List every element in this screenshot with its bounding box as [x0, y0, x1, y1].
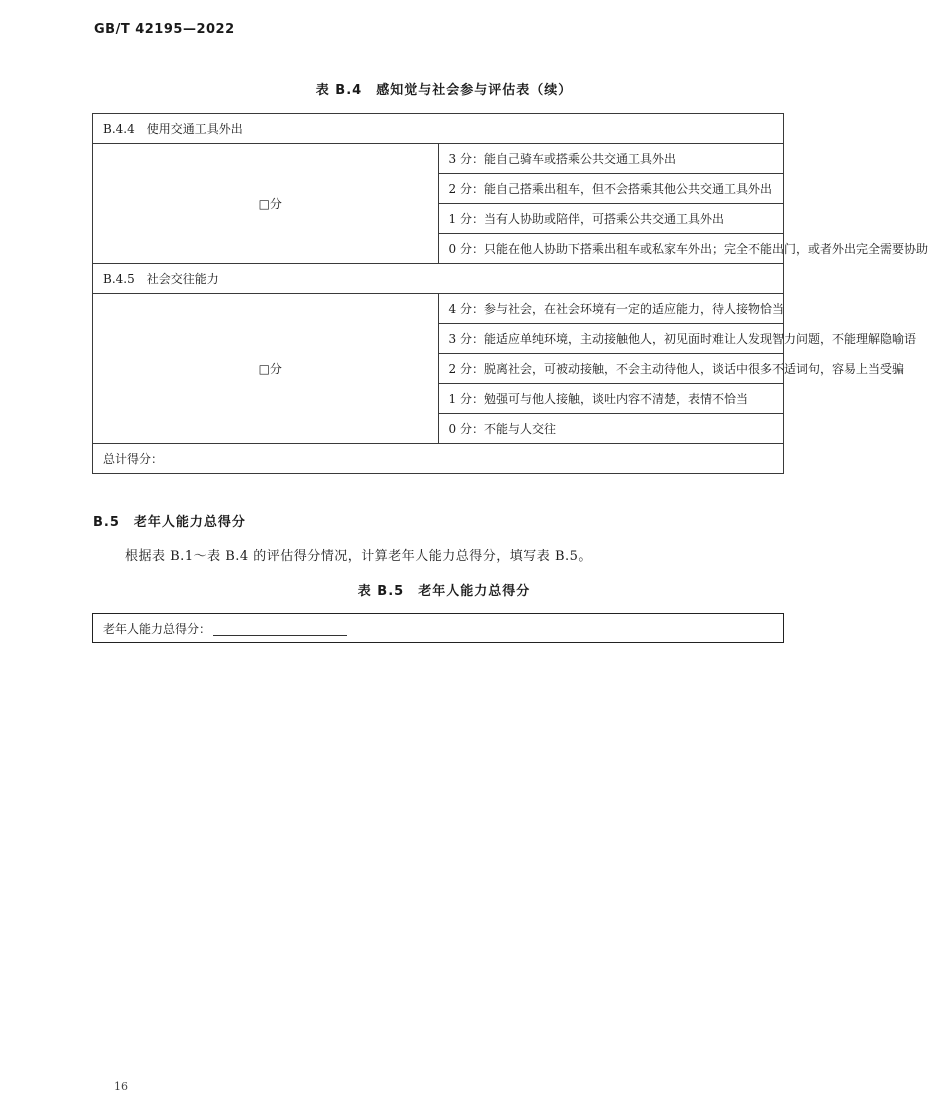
- option-text: 0 分：不能与人交往: [438, 414, 784, 444]
- option-text: 3 分：能适应单纯环境，主动接触他人，初见面时难让人发现智力问题，不能理解隐喻语: [438, 324, 784, 354]
- page-number: 16: [114, 1080, 128, 1093]
- item-title: 社会交往能力: [146, 272, 219, 286]
- section-b5-body: 根据表 B.1～表 B.4 的评估得分情况，计算老年人能力总得分，填写表 B.5。: [125, 549, 592, 564]
- option-text: 2 分：能自己搭乘出租车，但不会搭乘其他公共交通工具外出: [438, 174, 784, 204]
- standard-number: GB/T 42195—2022: [94, 22, 235, 37]
- table-b4-caption: 表 B.4 感知觉与社会参与评估表（续）: [315, 83, 573, 98]
- section-header-row: [93, 114, 784, 144]
- total-row: [93, 444, 784, 474]
- item-code: B.4.5: [103, 272, 135, 286]
- total-ability-score-blank[interactable]: [213, 621, 347, 636]
- score-box[interactable]: [93, 144, 439, 264]
- section-header: [93, 114, 784, 144]
- total-score-field[interactable]: 总计得分：: [93, 444, 784, 474]
- section-title: 老年人能力总得分: [133, 515, 246, 530]
- option-text: 4 分：参与社会，在社会环境有一定的适应能力，待人接物恰当: [438, 294, 784, 324]
- option-text: 2 分：脱离社会，可被动接触，不会主动待他人，谈话中很多不适词句，容易上当受骗: [438, 354, 784, 384]
- table-b5: [92, 613, 784, 643]
- option-text: 3 分：能自己骑车或搭乘公共交通工具外出: [438, 144, 784, 174]
- option-text: 0 分：只能在他人协助下搭乘出租车或私家车外出；完全不能出门，或者外出完全需要协助: [438, 234, 784, 264]
- section-header-row: [93, 264, 784, 294]
- option-row: [93, 144, 784, 174]
- score-box-label: □分: [258, 197, 282, 211]
- table-b5-caption: 表 B.5 老年人能力总得分: [357, 584, 531, 599]
- option-text: 1 分：勉强可与他人接触，谈吐内容不清楚，表情不恰当: [438, 384, 784, 414]
- table-b4: [92, 113, 928, 474]
- score-box-label: □分: [258, 362, 282, 376]
- item-title: 使用交通工具外出: [146, 122, 243, 136]
- item-code: B.4.4: [103, 122, 135, 136]
- section-header: [93, 264, 784, 294]
- total-ability-score-label: 老年人能力总得分：: [103, 621, 212, 636]
- section-number: B.5: [93, 515, 120, 530]
- option-text: 1 分：当有人协助或陪伴，可搭乘公共交通工具外出: [438, 204, 784, 234]
- section-b5-heading: [93, 511, 246, 530]
- score-box[interactable]: [93, 294, 439, 444]
- option-row: [93, 294, 784, 324]
